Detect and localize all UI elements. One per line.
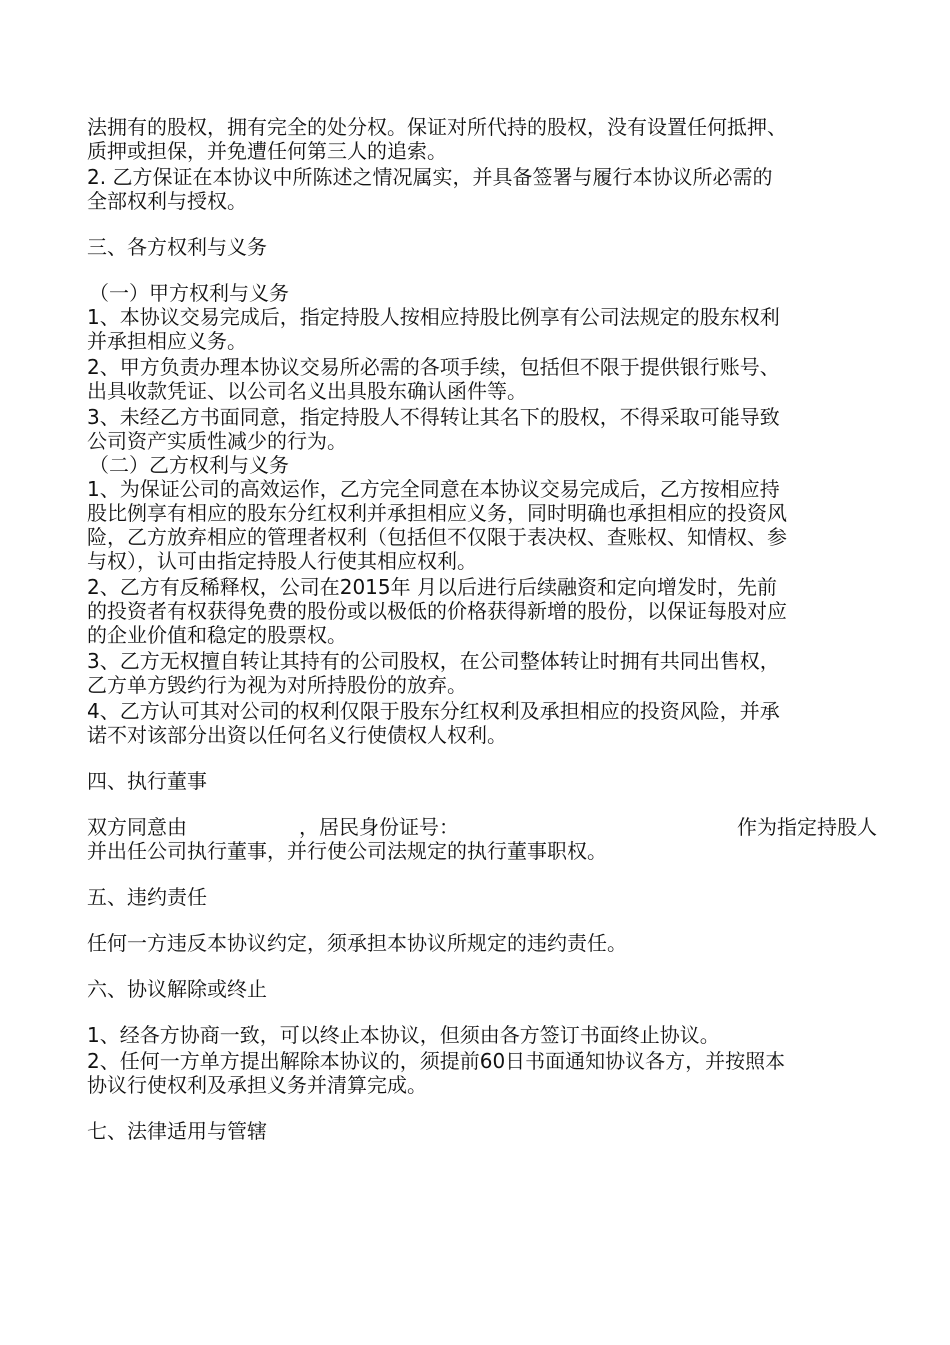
paragraph-line: 质押或担保，并免遭任何第三人的追索。 xyxy=(87,139,447,163)
list-item-line: 并承担相应义务。 xyxy=(87,329,247,353)
paragraph-line: 全部权利与授权。 xyxy=(87,189,247,213)
section-heading: 六、协议解除或终止 xyxy=(87,977,267,1001)
list-item-line: 2、任何一方单方提出解除本协议的，须提前60日书面通知协议各方，并按照本 xyxy=(87,1049,786,1073)
subsection-heading: （一）甲方权利与义务 xyxy=(89,281,289,305)
list-item-line: 与权），认可由指定持股人行使其相应权利。 xyxy=(87,549,477,573)
list-item-line: 1、本协议交易完成后，指定持股人按相应持股比例享有公司法规定的股东权利 xyxy=(87,305,780,329)
subsection-heading: （二）乙方权利与义务 xyxy=(89,453,289,477)
fill-text: ，居民身份证号： xyxy=(299,815,459,839)
section-heading: 七、法律适用与管辖 xyxy=(87,1119,267,1143)
list-item-line: 诺不对该部分出资以任何名义行使债权人权利。 xyxy=(87,723,507,747)
list-item-line: 4、乙方认可其对公司的权利仅限于股东分红权利及承担相应的投资风险，并承 xyxy=(87,699,780,723)
list-item-line: 2、甲方负责办理本协议交易所必需的各项手续，包括但不限于提供银行账号、 xyxy=(87,355,780,379)
paragraph-line: 并出任公司执行董事，并行使公司法规定的执行董事职权。 xyxy=(87,839,607,863)
list-item-line: 3、未经乙方书面同意，指定持股人不得转让其名下的股权，不得采取可能导致 xyxy=(87,405,780,429)
list-item-line: 出具收款凭证、以公司名义出具股东确认函件等。 xyxy=(87,379,527,403)
document-page xyxy=(87,115,877,1143)
section-heading: 五、违约责任 xyxy=(87,885,207,909)
list-item-line: 的投资者有权获得免费的股份或以极低的价格获得新增的股份，以保证每股对应 xyxy=(87,599,787,623)
blank-space xyxy=(490,815,706,839)
list-item-line: 1、为保证公司的高效运作，乙方完全同意在本协议交易完成后，乙方按相应持 xyxy=(87,477,780,501)
list-item-line: 险，乙方放弃相应的管理者权利（包括但不仅限于表决权、查账权、知情权、参 xyxy=(87,525,787,549)
list-item-line: 1、经各方协商一致，可以终止本协议，但须由各方签订书面终止协议。 xyxy=(87,1023,720,1047)
list-item-line: 3、乙方无权擅自转让其持有的公司股权，在公司整体转让时拥有共同出售权， xyxy=(87,649,780,673)
list-item-line: 股比例享有相应的股东分红权利并承担相应义务，同时明确也承担相应的投资风 xyxy=(87,501,787,525)
fill-in-line xyxy=(87,815,877,839)
paragraph-line: 任何一方违反本协议约定，须承担本协议所规定的违约责任。 xyxy=(87,931,627,955)
list-item-line: 2、乙方有反稀释权，公司在2015年 月以后进行后续融资和定向增发时，先前 xyxy=(87,575,777,599)
paragraph-line: 2. 乙方保证在本协议中所陈述之情况属实，并具备签署与履行本协议所必需的 xyxy=(87,165,773,189)
section-heading: 四、执行董事 xyxy=(87,769,207,793)
fill-text: 双方同意由 xyxy=(87,815,187,839)
list-item-line: 的企业价值和稳定的股票权。 xyxy=(87,623,347,647)
section-heading: 三、各方权利与义务 xyxy=(87,235,267,259)
list-item-line: 公司资产实质性减少的行为。 xyxy=(87,429,347,453)
list-item-line: 协议行使权利及承担义务并清算完成。 xyxy=(87,1073,427,1097)
list-item-line: 乙方单方毁约行为视为对所持股份的放弃。 xyxy=(87,673,467,697)
fill-text: 作为指定持股人 xyxy=(737,815,877,839)
paragraph-line: 法拥有的股权，拥有完全的处分权。保证对所代持的股权，没有设置任何抵押、 xyxy=(87,115,787,139)
